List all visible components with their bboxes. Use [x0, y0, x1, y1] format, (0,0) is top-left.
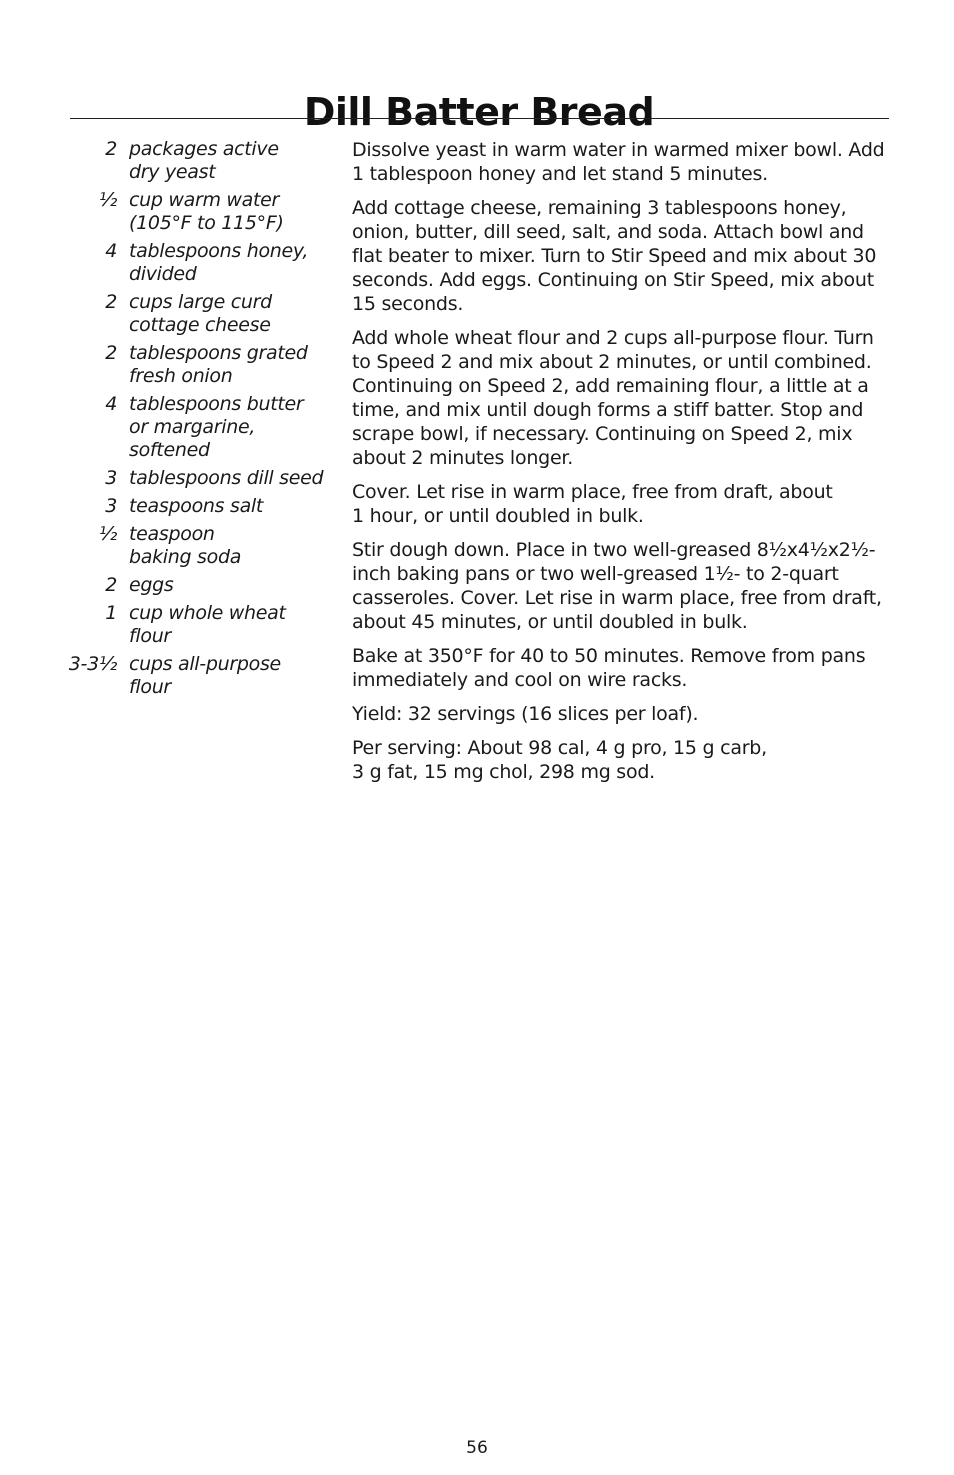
ingredient-description: cup warm water (105°F to 115°F) — [129, 189, 284, 234]
direction-step: Bake at 350°F for 40 to 50 minutes. Remove from pans immediately and cool on wire racks. — [352, 645, 866, 691]
page-number: 56 — [466, 1438, 488, 1458]
ingredient-description: eggs — [129, 574, 174, 596]
ingredient-quantity: 2 — [105, 342, 117, 364]
ingredient-quantity: ½ — [98, 523, 117, 545]
ingredient-quantity: 3 — [105, 495, 117, 517]
direction-step: Stir dough down. Place in two well-greased 8½x4½x2½- inch baking pans or two well-greased 1½- to 2-quart casseroles. Cover. Let rise in warm place, free from draft, about 45 minutes, or until doubled in bulk. — [352, 539, 882, 633]
direction-step: Dissolve yeast in warm water in warmed mixer bowl. Add 1 tablespoon honey and let stand 5 minutes. — [352, 139, 885, 185]
directions — [352, 138, 892, 794]
ingredient-quantity: 1 — [105, 602, 117, 624]
ingredient-quantity: 3 — [105, 467, 117, 489]
nutrition-text: Per serving: About 98 cal, 4 g pro, 15 g carb, 3 g fat, 15 mg chol, 298 mg sod. — [352, 737, 767, 783]
ingredient-description: packages active dry yeast — [129, 138, 279, 183]
ingredient-quantity: ½ — [98, 189, 117, 211]
ingredient-description: teaspoons salt — [129, 495, 264, 517]
direction-step: Cover. Let rise in warm place, free from draft, about 1 hour, or until doubled in bulk. — [352, 481, 833, 527]
ingredient-quantity: 2 — [105, 291, 117, 313]
ingredient-item — [60, 138, 330, 184]
ingredient-description: tablespoons dill seed — [129, 467, 324, 489]
ingredient-description: tablespoons butter or margarine, softened — [129, 393, 304, 461]
ingredient-item — [60, 523, 330, 569]
page-title: Dill Batter Bread — [303, 90, 655, 135]
ingredient-quantity: 2 — [105, 138, 117, 160]
ingredient-list — [60, 138, 330, 704]
ingredient-quantity: 3-3½ — [68, 653, 117, 675]
ingredient-description: teaspoon baking soda — [129, 523, 242, 568]
ingredient-item — [60, 240, 330, 286]
ingredient-description: tablespoons honey, divided — [129, 240, 309, 285]
ingredient-item — [60, 495, 330, 518]
ingredient-item — [60, 189, 330, 235]
yield-text: Yield: 32 servings (16 slices per loaf). — [352, 703, 699, 725]
ingredient-item — [60, 467, 330, 490]
title-divider — [70, 118, 889, 119]
ingredient-item — [60, 602, 330, 648]
ingredient-quantity: 4 — [105, 240, 117, 262]
ingredient-item — [60, 393, 330, 462]
direction-step: Add whole wheat flour and 2 cups all-purpose flour. Turn to Speed 2 and mix about 2 minutes, or until combined. Continuing on Speed 2, add remaining flour, a little at a time, and mix until dough forms a stiff batter. Stop and scrape bowl, if necessary. Continuing on Speed 2, mix about 2 minutes longer. — [352, 327, 874, 469]
ingredient-description: cups large curd cottage cheese — [129, 291, 272, 336]
ingredient-description: tablespoons grated fresh onion — [129, 342, 308, 387]
ingredient-item — [60, 291, 330, 337]
ingredient-quantity: 2 — [105, 574, 117, 596]
ingredient-description: cup whole wheat flour — [129, 602, 286, 647]
ingredient-item — [60, 342, 330, 388]
ingredient-description: cups all-purpose flour — [129, 653, 281, 698]
ingredient-quantity: 4 — [105, 393, 117, 415]
ingredient-item — [60, 653, 330, 699]
ingredient-item — [60, 574, 330, 597]
direction-step: Add cottage cheese, remaining 3 tablespoons honey, onion, butter, dill seed, salt, and soda. Attach bowl and flat beater to mixer. Turn to Stir Speed and mix about 30 seconds. Add eggs. Continuing on Stir Speed, mix about 15 seconds. — [352, 197, 877, 315]
